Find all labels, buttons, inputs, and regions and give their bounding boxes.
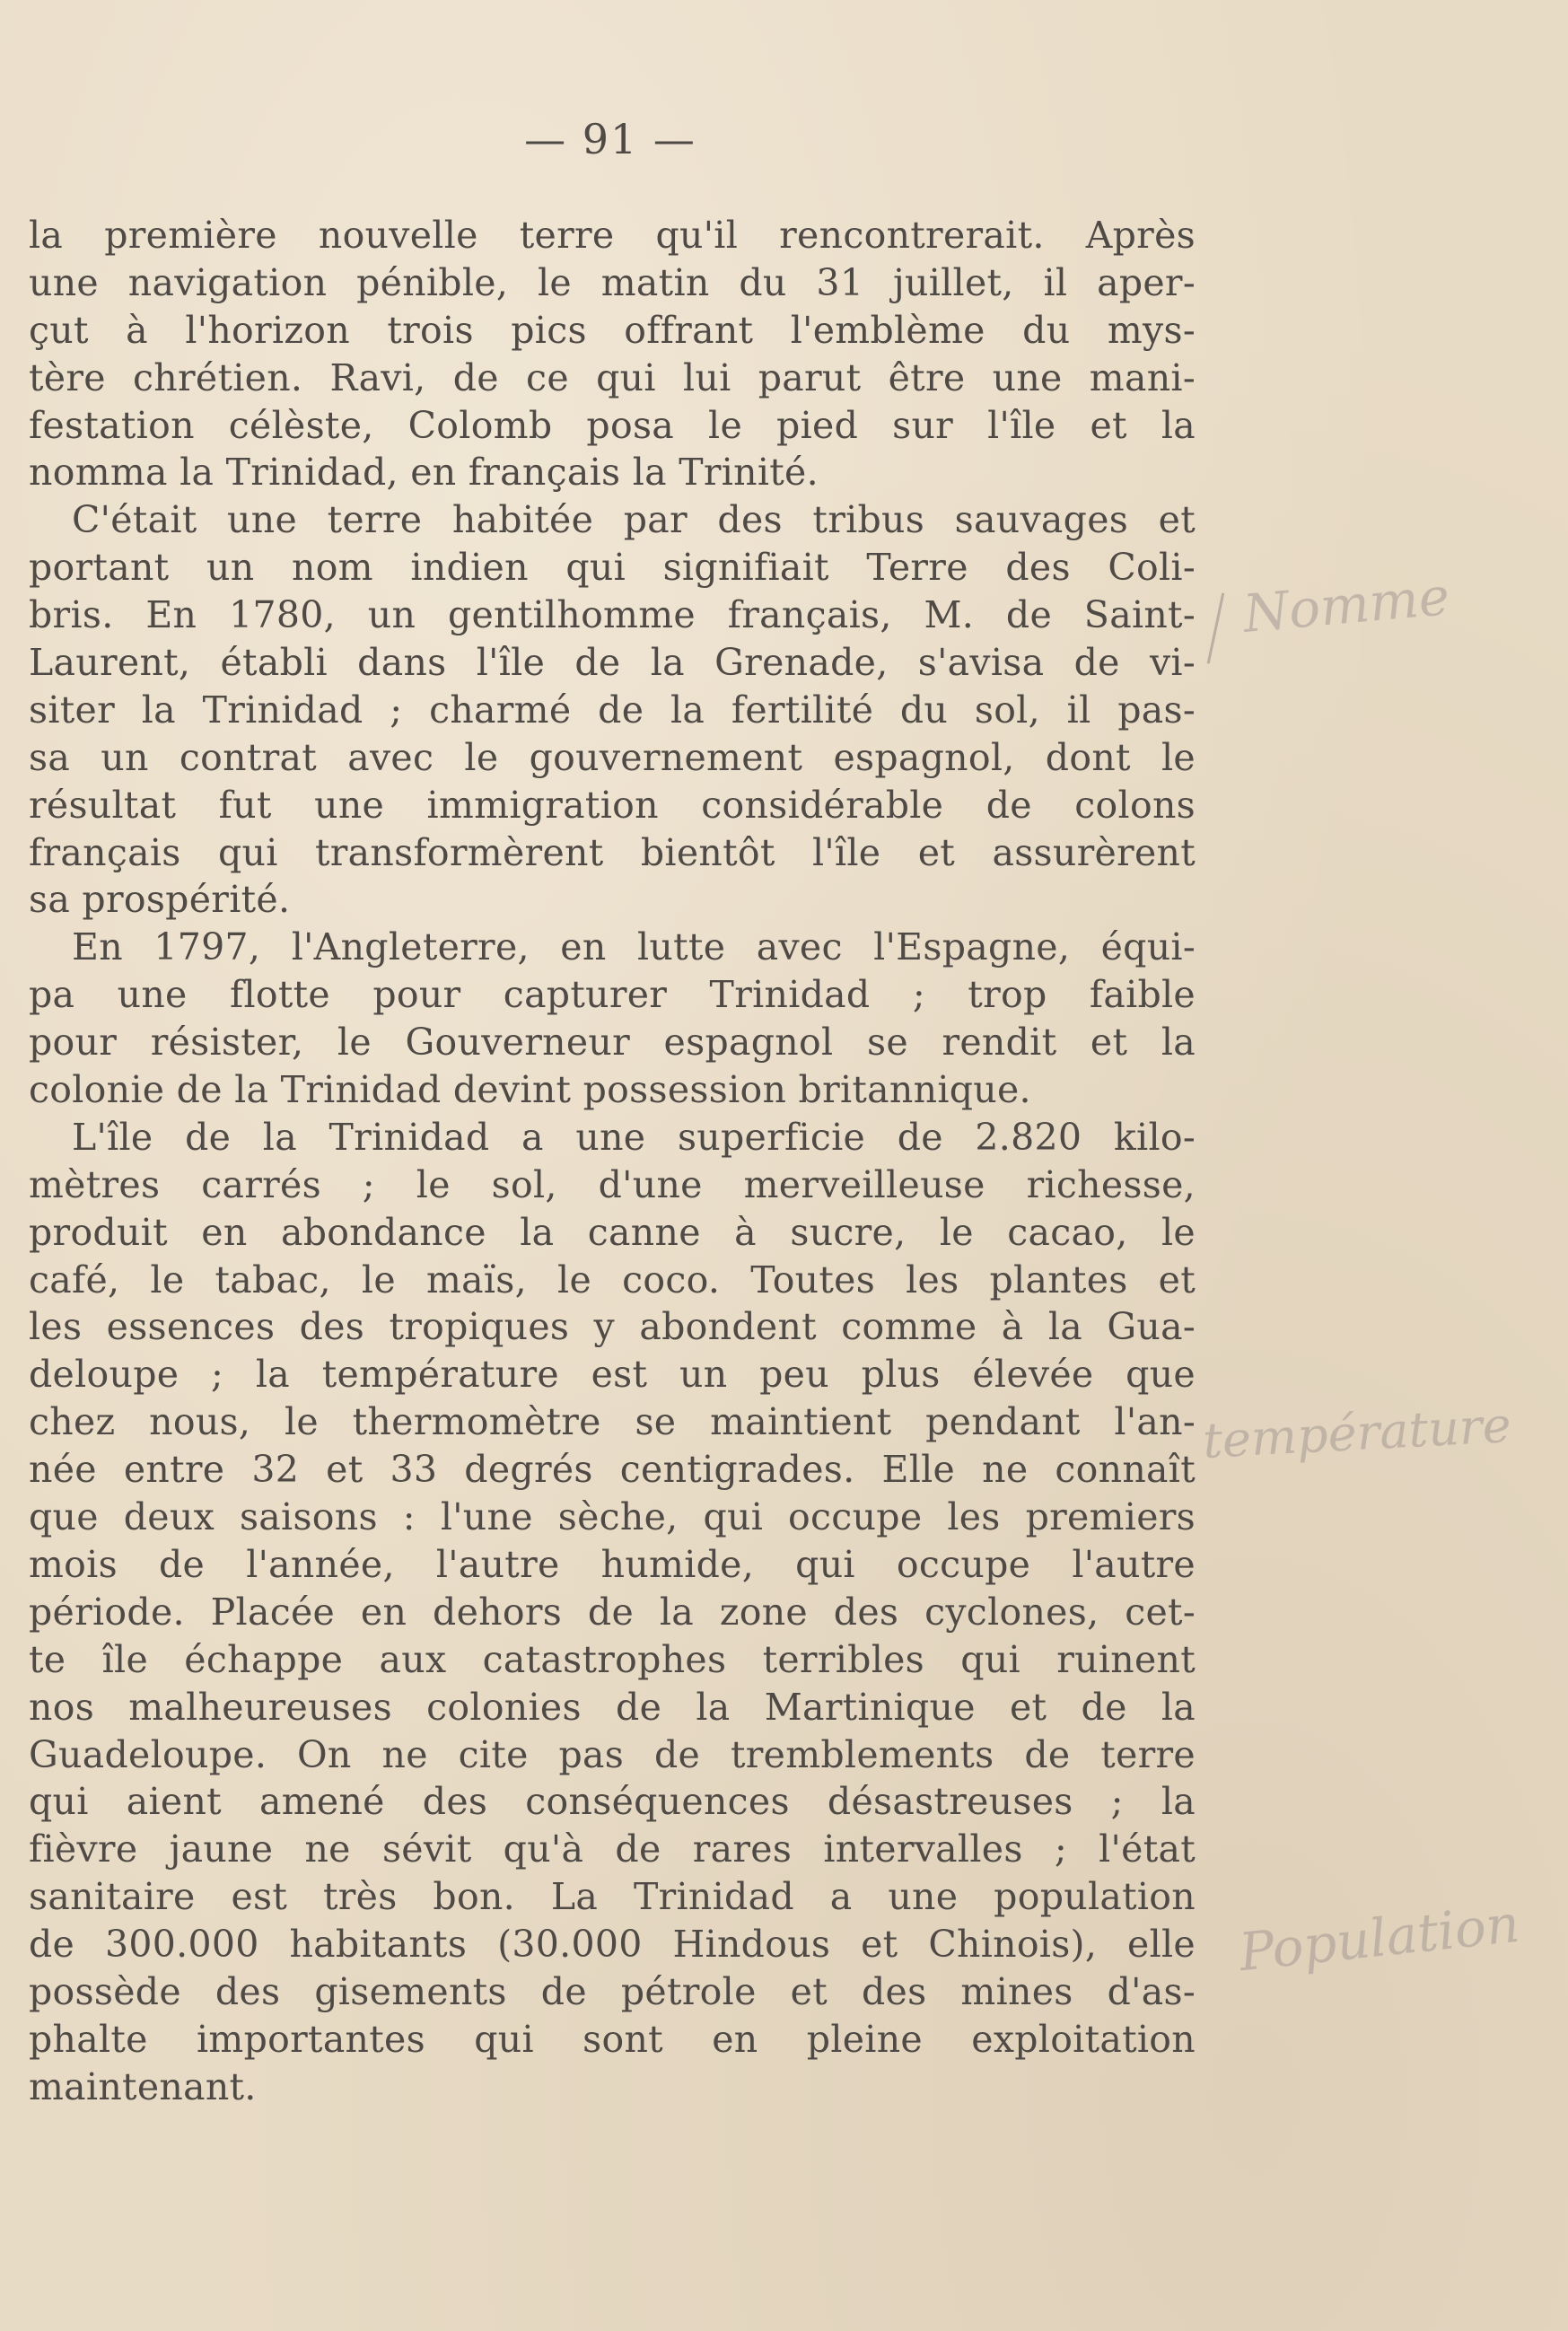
text-line: les essences des tropiques y abondent comme à la Gua- — [29, 1305, 1196, 1349]
text-line: phalte importantes qui sont en pleine exploitation — [29, 2017, 1196, 2061]
text-line: te île échappe aux catastrophes terribles qui ruinent — [29, 1637, 1196, 1681]
text-line: nos malheureuses colonies de la Martinique et de la — [29, 1685, 1196, 1729]
body-text — [29, 212, 1196, 2111]
text-line: café, le tabac, le maïs, le coco. Toutes les plantes et — [29, 1258, 1196, 1301]
text-line: Guadeloupe. On ne cite pas de tremblements de terre — [29, 1732, 1196, 1776]
text-line: portant un nom indien qui signifiait Terre des Coli- — [29, 546, 1196, 590]
text-line: C'était une terre habitée par des tribus sauvages et — [72, 498, 1196, 542]
text-line: colonie de la Trinidad devint possession britannique. — [29, 1068, 1031, 1112]
text-line: résultat fut une immigration considérable de colons — [29, 783, 1196, 827]
text-line: que deux saisons : l'une sèche, qui occupe les premiers — [29, 1495, 1196, 1539]
text-line: pa une flotte pour capturer Trinidad ; trop faible — [29, 973, 1196, 1017]
text-line: En 1797, l'Angleterre, en lutte avec l'Espagne, équi- — [72, 925, 1196, 969]
text-line: tère chrétien. Ravi, de ce qui lui parut être une mani- — [29, 355, 1196, 399]
text-line: bris. En 1780, un gentilhomme français, M. de Saint- — [29, 593, 1196, 637]
text-line: L'île de la Trinidad a une superficie de 2.820 kilo- — [72, 1115, 1196, 1159]
text-line: née entre 32 et 33 degrés centigrades. Elle ne connaît — [29, 1448, 1196, 1492]
text-line: une navigation pénible, le matin du 31 juillet, il aper- — [29, 260, 1196, 304]
text-line: pour résister, le Gouverneur espagnol se rendit et la — [29, 1021, 1196, 1065]
text-line: sanitaire est très bon. La Trinidad a une population — [29, 1875, 1196, 1919]
text-line: Laurent, établi dans l'île de la Grenade, s'avisa de vi- — [29, 641, 1196, 685]
margin-note: Population — [1236, 1892, 1523, 1984]
text-line: la première nouvelle terre qu'il rencontrerait. Après — [29, 214, 1196, 257]
text-line: sa un contrat avec le gouvernement espagnol, dont le — [29, 735, 1196, 779]
text-line: nomma la Trinidad, en français la Trinité. — [29, 451, 819, 495]
text-line: possède des gisements de pétrole et des mines d'as- — [29, 1969, 1196, 2013]
text-line: français qui transformèrent bientôt l'île et assurèrent — [29, 830, 1196, 874]
text-line: période. Placée en dehors de la zone des cyclones, cet- — [29, 1590, 1196, 1634]
text-line: produit en abondance la canne à sucre, le cacao, le — [29, 1210, 1196, 1254]
text-line: fièvre jaune ne sévit qu'à de rares intervalles ; l'état — [29, 1827, 1196, 1871]
text-line: mètres carrés ; le sol, d'une merveilleuse richesse, — [29, 1162, 1196, 1206]
text-line: festation célèste, Colomb posa le pied sur l'île et la — [29, 403, 1196, 447]
page-number: — 91 — — [524, 115, 696, 163]
margin-note: Nomme — [1240, 565, 1452, 644]
text-line: sa prospérité. — [29, 878, 291, 922]
text-line: chez nous, le thermomètre se maintient pendant l'an- — [29, 1400, 1196, 1444]
text-line: deloupe ; la température est un peu plus élevée que — [29, 1353, 1196, 1397]
margin-note: température — [1201, 1397, 1513, 1469]
text-line: qui aient amené des conséquences désastreuses ; la — [29, 1780, 1196, 1824]
text-line: mois de l'année, l'autre humide, qui occupe l'autre — [29, 1542, 1196, 1586]
text-line: siter la Trinidad ; charmé de la fertilité du sol, il pas- — [29, 688, 1196, 732]
text-line: de 300.000 habitants (30.000 Hindous et Chinois), elle — [29, 1923, 1196, 1967]
text-line: maintenant. — [29, 2064, 257, 2108]
text-line: çut à l'horizon trois pics offrant l'emblème du mys- — [29, 308, 1196, 352]
